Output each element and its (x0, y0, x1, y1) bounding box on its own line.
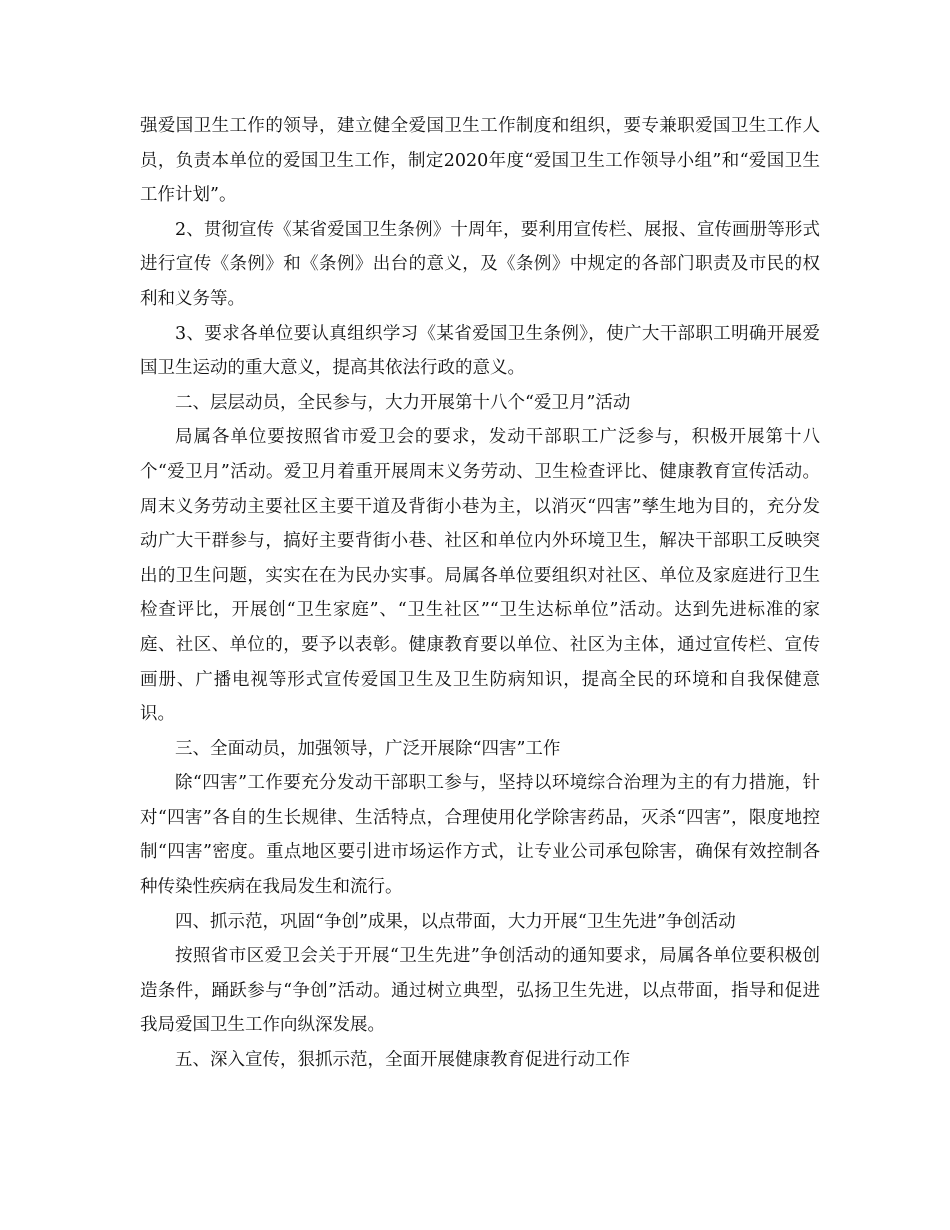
paragraph-section-3-body: 除“四害”工作要充分发动干部职工参与，坚持以环境综合治理为主的有力措施，针对“四害”各自的生长规律、生活特点，合理使用化学除害药品，灭杀“四害”，限度地控制“四害”密度。重点地区要引进市场运作方式，让专业公司承包除害，确保有效控制各种传染性疾病在我局发生和流行。 (140, 773, 820, 898)
paragraph-item-3: 3、要求各单位要认真组织学习《某省爱国卫生条例》，使广大干部职工明确开展爱国卫生运动的重大意义，提高其依法行政的意义。 (140, 323, 820, 379)
paragraph-item-2: 2、贯彻宣传《某省爱国卫生条例》十周年，要利用宣传栏、展报、宣传画册等形式进行宣传《条例》和《条例》出台的意义，及《条例》中规定的各部门职责及市民的权利和义务等。 (140, 219, 820, 309)
section-heading-5: 五、深入宣传，狠抓示范，全面开展健康教育促进行动工作 (175, 1050, 630, 1071)
paragraph-section-4-body: 按照省市区爱卫会关于开展“卫生先进”争创活动的通知要求，局属各单位要积极创造条件，踊跃参与“争创”活动。通过树立典型，弘扬卫生先进，以点带面，指导和促进我局爱国卫生工作向纵深发展。 (140, 946, 820, 1036)
paragraph-leadership-continued: 强爱国卫生工作的领导，建立健全爱国卫生工作制度和组织，要专兼职爱国卫生工作人员，负责本单位的爱国卫生工作，制定2020年度“爱国卫生工作领导小组”和“爱国卫生工作计划”。 (140, 116, 820, 206)
document-body (140, 109, 820, 1078)
paragraph-section-2-body: 局属各单位要按照省市爱卫会的要求，发动干部职工广泛参与，积极开展第十八个“爱卫月”活动。爱卫月着重开展周末义务劳动、卫生检查评比、健康教育宣传活动。周末义务劳动主要社区主要干道及背街小巷为主，以消灭“四害”孳生地为目的，充分发动广大干群参与，搞好主要背街小巷、社区和单位内外环境卫生，解决干部职工反映突出的卫生问题，实实在在为民办实事。局属各单位要组织对社区、单位及家庭进行卫生检查评比，开展创“卫生家庭”、“卫生社区”“卫生达标单位”活动。达到先进标准的家庭、社区、单位的，要予以表彰。健康教育要以单位、社区为主体，通过宣传栏、宣传画册、广播电视等形式宣传爱国卫生及卫生防病知识，提高全民的环境和自我保健意识。 (140, 427, 820, 725)
section-heading-2: 二、层层动员，全民参与，大力开展第十八个“爱卫月”活动 (175, 392, 631, 413)
section-heading-3: 三、全面动员，加强领导，广泛开展除“四害”工作 (175, 738, 561, 759)
section-heading-4: 四、抓示范，巩固“争创”成果，以点带面，大力开展“卫生先进”争创活动 (175, 911, 736, 932)
